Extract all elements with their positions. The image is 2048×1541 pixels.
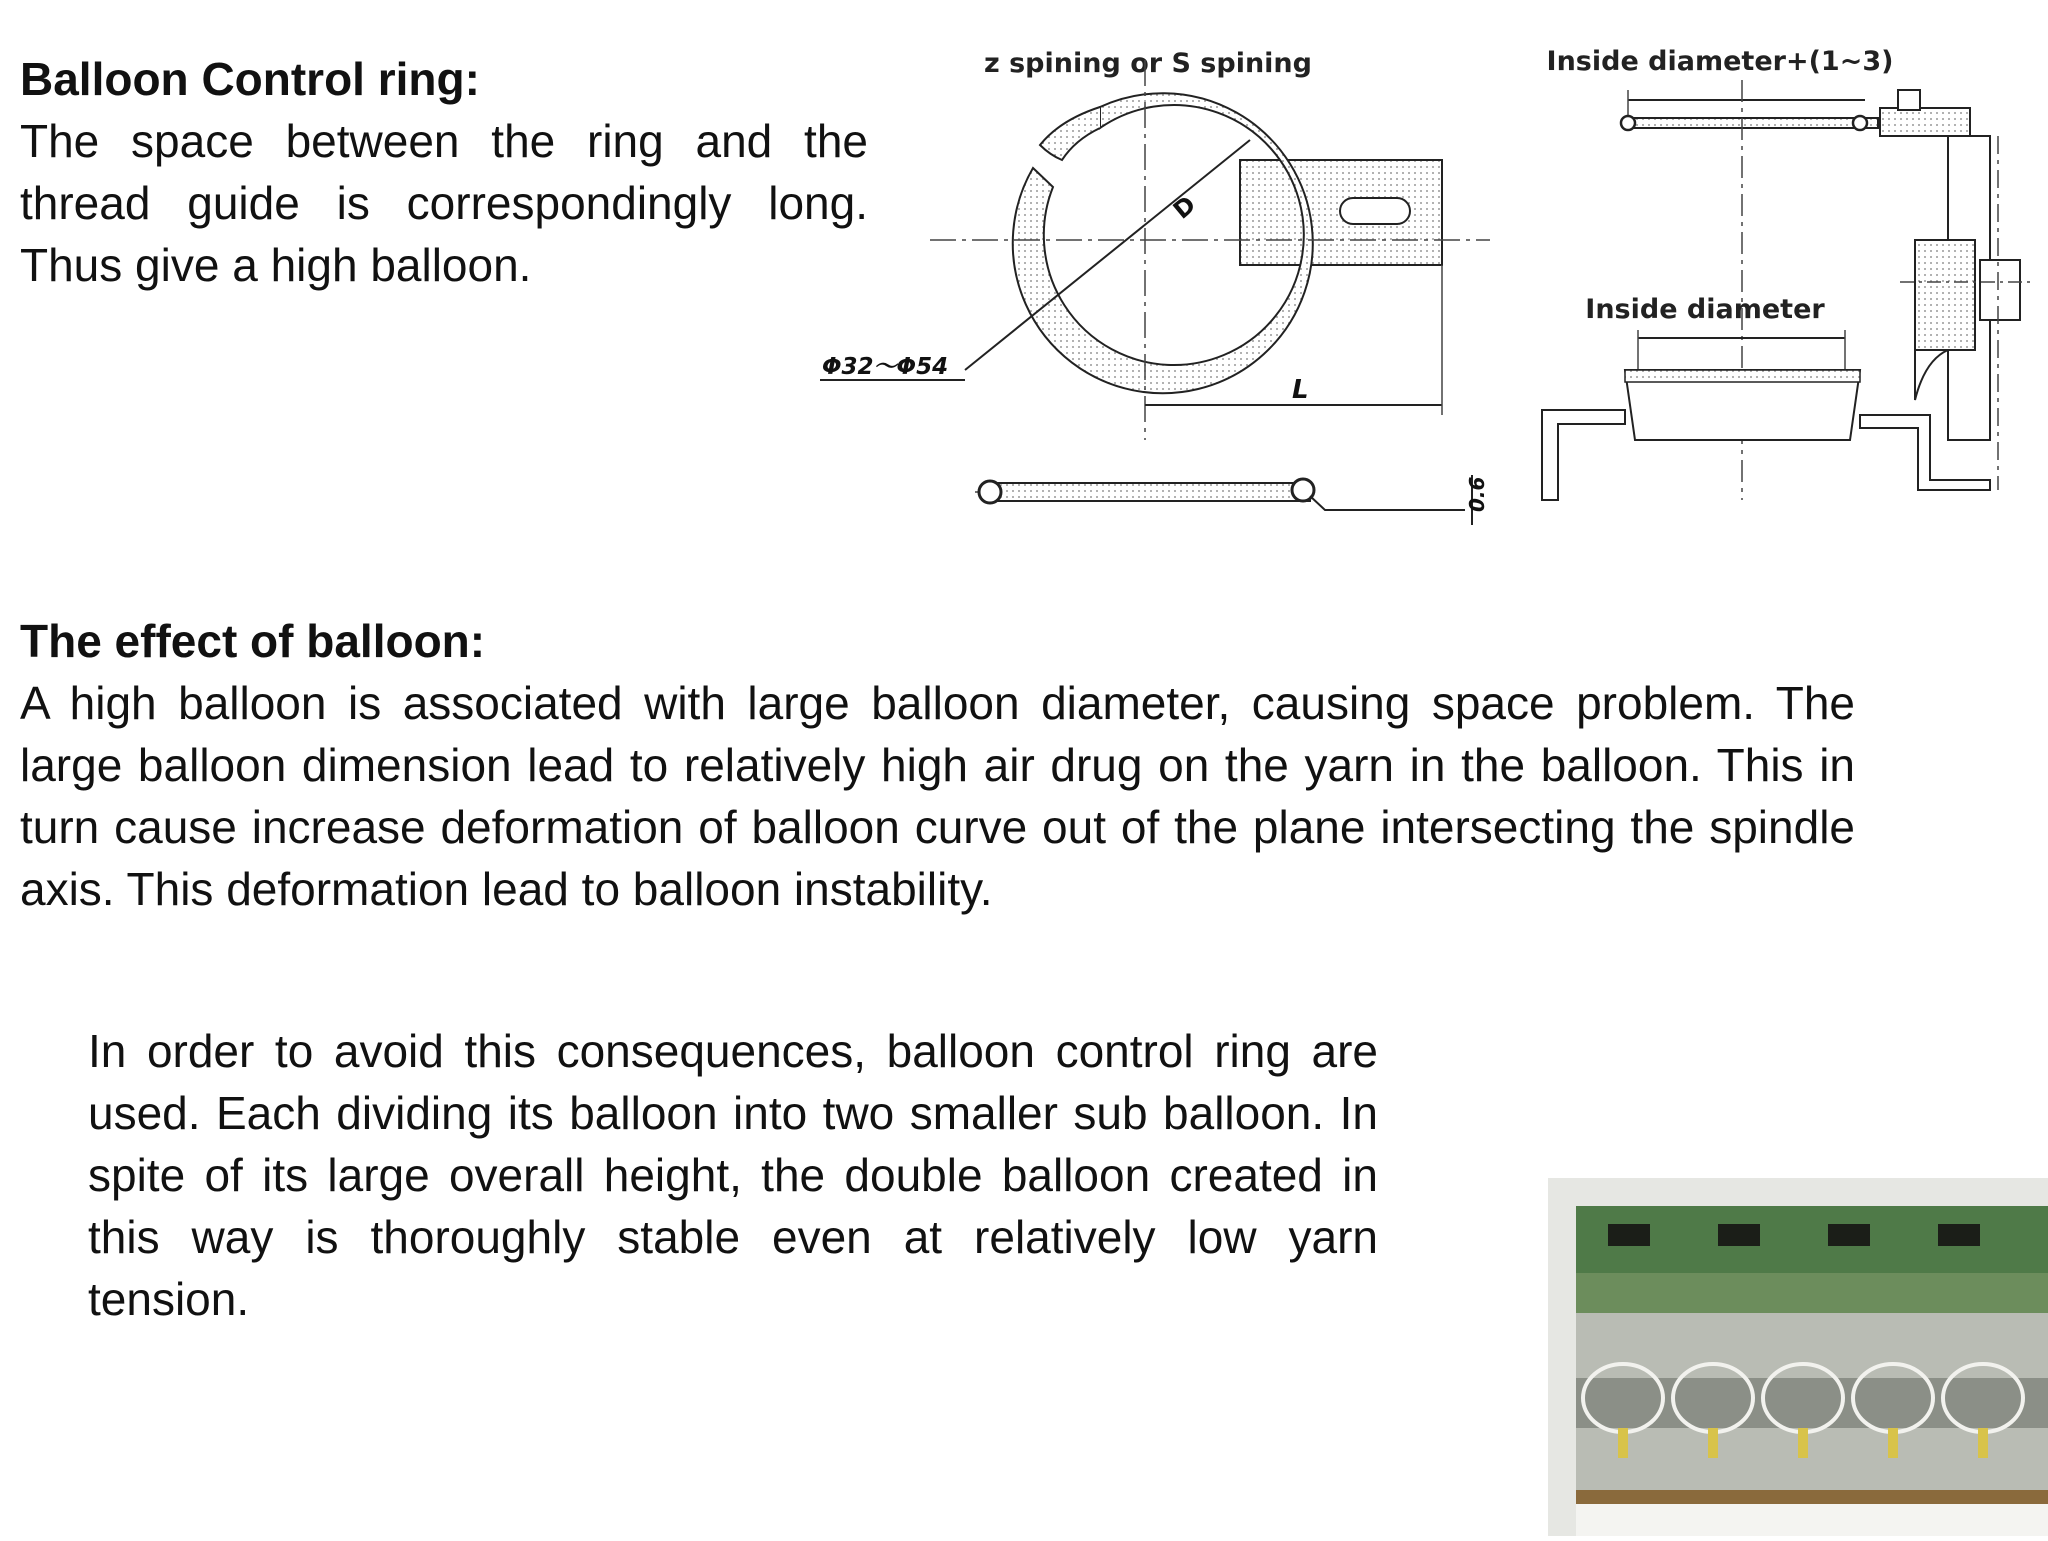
thickness-label: 0.6 <box>1465 476 1489 512</box>
clamp-body <box>1915 240 1975 350</box>
balloon-control-ring-section <box>20 48 868 296</box>
support-nut <box>1980 260 2020 320</box>
ring-technical-drawing <box>800 20 1520 540</box>
section-paragraph: In order to avoid this consequences, balloon control ring are used. Each dividing its balloon into two smaller sub balloon. In spite of its large overall height, the double balloon created in this way is thoroughly stable even at relatively low yarn tension. <box>88 1025 1378 1325</box>
section-paragraph: The space between the ring and the thread guide is correspondingly long. Thus give a high balloon. <box>20 115 868 291</box>
balloon-control-rings-photo <box>1548 1178 2048 1536</box>
ring-top-bar <box>1628 118 1878 128</box>
length-label: L <box>1292 375 1309 405</box>
bar-bent-tail <box>1310 496 1465 510</box>
diameter-label: D <box>1167 190 1202 225</box>
diameter-line <box>965 140 1250 370</box>
diameter-range-label: Φ32～Φ54 <box>822 354 949 380</box>
photo-bottom-edge <box>1576 1504 2048 1536</box>
side-view-bar <box>990 483 1310 501</box>
ring-clamp-block <box>1880 108 1970 136</box>
ring-hook-end <box>1040 107 1100 160</box>
clamp-screw <box>1898 90 1920 110</box>
inside-diameter-label: Inside diameter <box>1585 294 1825 325</box>
section-heading: Balloon Control ring: <box>20 53 480 105</box>
section-heading: The effect of balloon: <box>20 615 486 667</box>
ring-top-right-end <box>1853 116 1867 130</box>
wooden-base-strip <box>1576 1490 2048 1504</box>
top-dimension-label: Inside diameter+(1~3) <box>1546 46 1894 77</box>
balloon-effect-section <box>20 610 1855 920</box>
ring-top-left-end <box>1621 116 1635 130</box>
section-paragraph: A high balloon is associated with large balloon diameter, causing space problem. The large balloon dimension lead to relatively high air drug on the yarn in the balloon. This in turn cause increase deformation of balloon curve out of the plane intersecting the spindle axis. This deformation lead to balloon instability. <box>20 677 1855 915</box>
ring-rail-shadow <box>1576 1378 2048 1428</box>
mounting-slot <box>1340 198 1410 224</box>
avoid-consequences-section <box>88 1020 1378 1330</box>
ring-assembly-side-drawing <box>1520 20 2040 520</box>
machine-frame-lower <box>1576 1273 2048 1313</box>
ring-cross-section-rim <box>1625 370 1860 382</box>
bar-left-end <box>979 481 1001 503</box>
ring-diagram-title: z spining or S spining <box>984 48 1312 79</box>
base-bracket-left <box>1542 410 1625 500</box>
